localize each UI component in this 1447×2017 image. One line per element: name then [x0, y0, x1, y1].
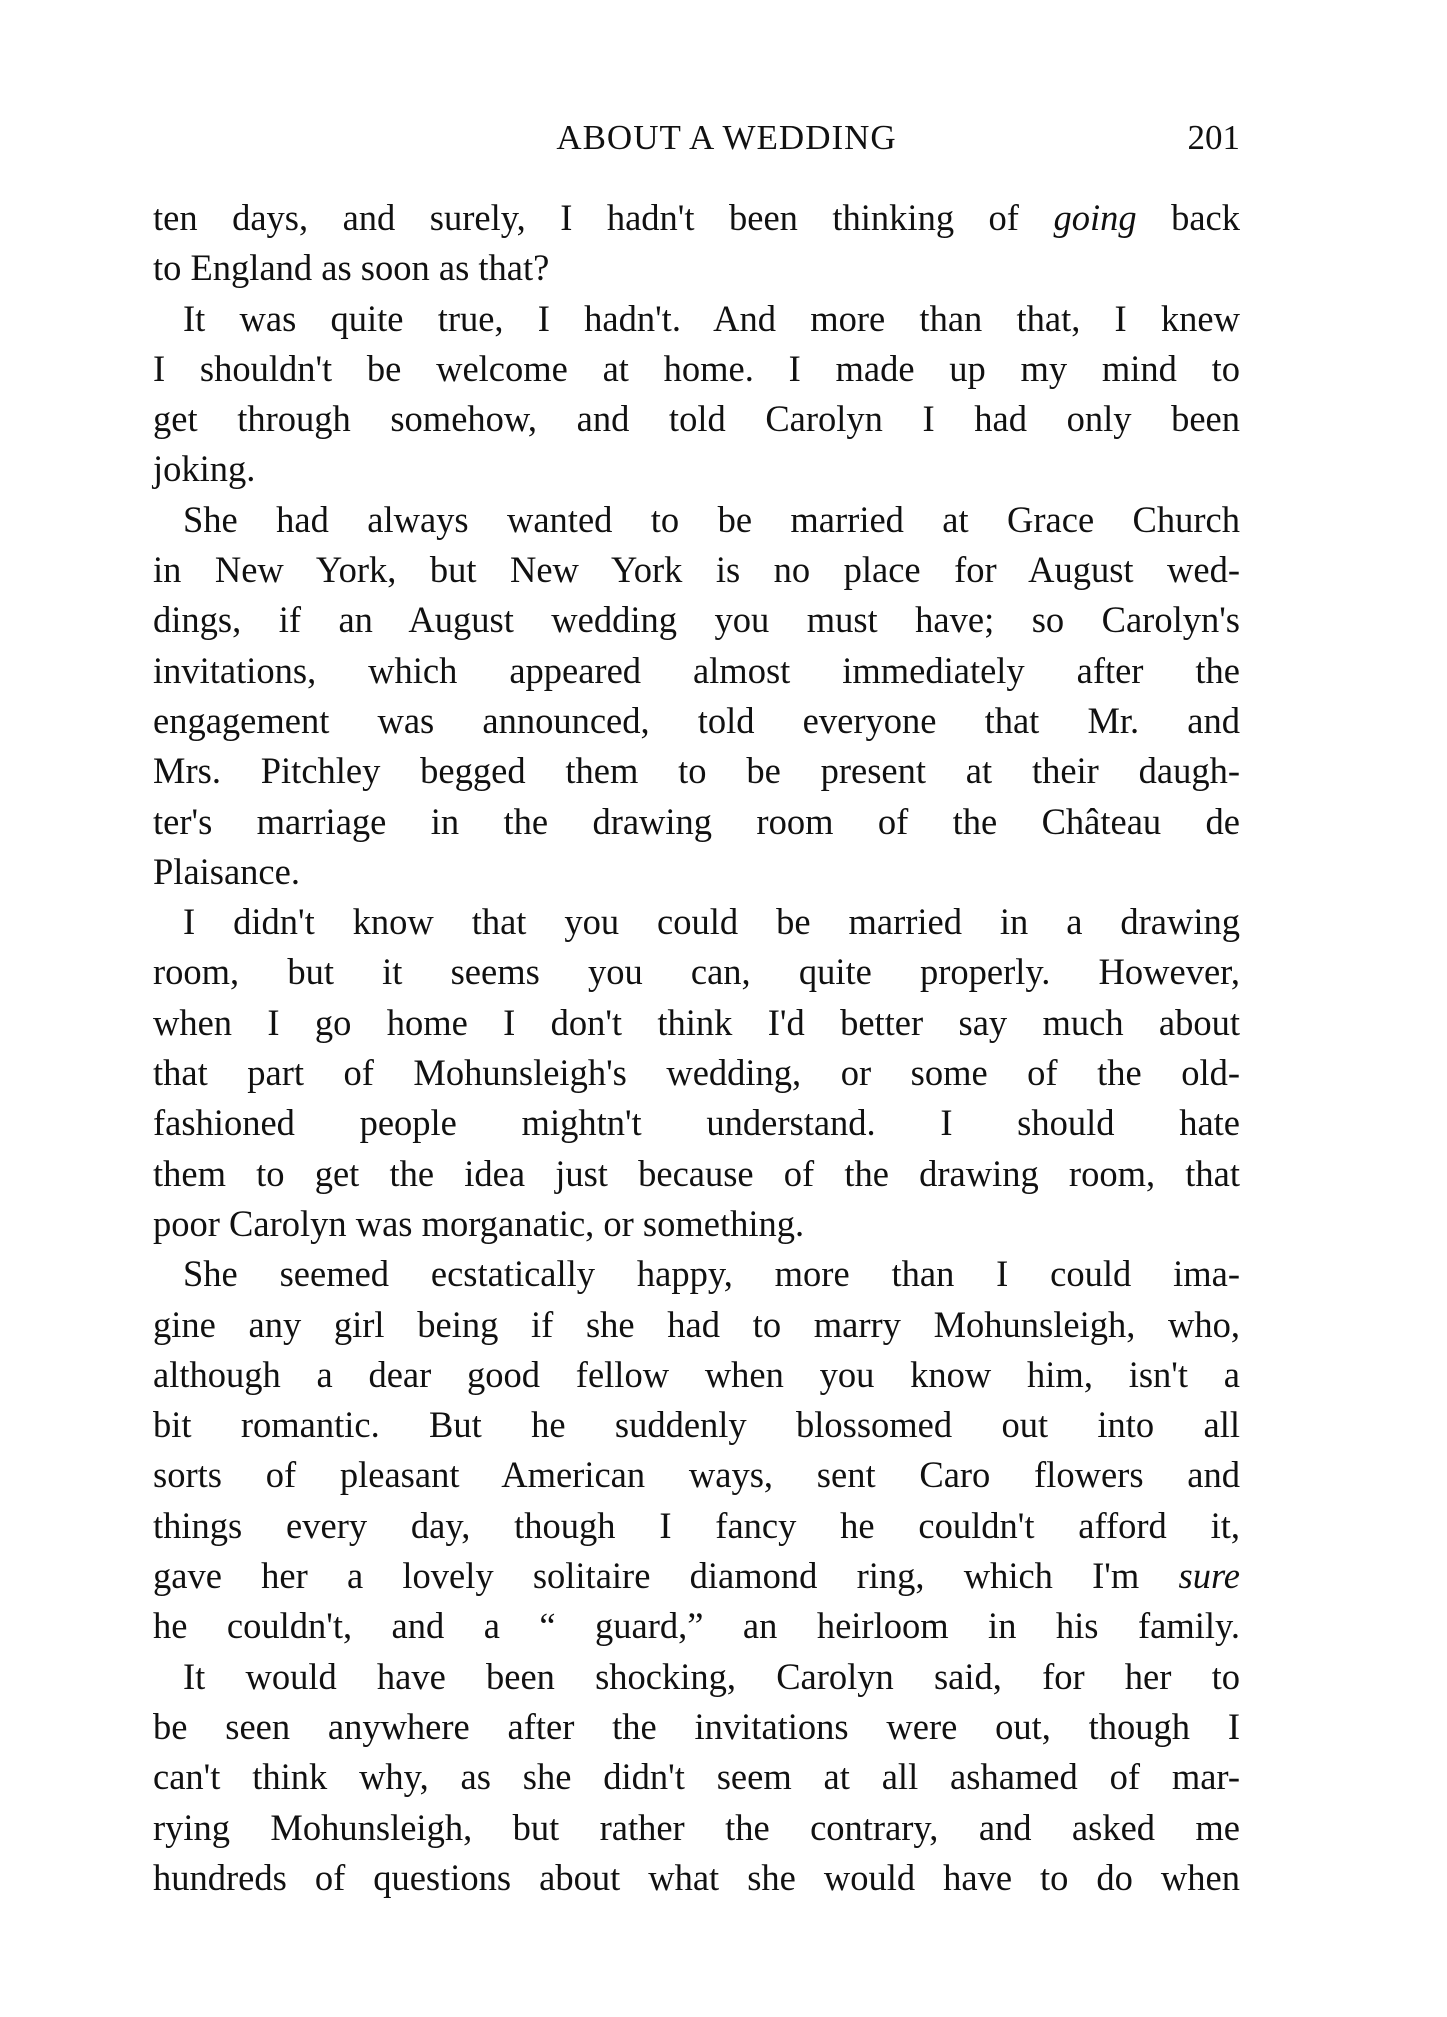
text-line: [153, 1149, 1240, 1199]
text-line: [153, 1400, 1240, 1450]
text-segment: back: [1136, 197, 1240, 238]
text-line: [153, 1300, 1240, 1350]
text-line: [153, 746, 1240, 796]
text-line: [153, 998, 1240, 1048]
text-segment: sorts of pleasant American ways, sent Caro flowers and: [153, 1454, 1240, 1496]
text-segment: engagement was announced, told everyone that Mr. and: [153, 699, 1240, 741]
text-line: [153, 1048, 1240, 1098]
text-segment: joking.: [153, 448, 256, 490]
text-segment: She had always wanted to be married at Grace Church: [183, 498, 1240, 540]
text-line: [153, 1098, 1240, 1148]
text-line: [153, 1853, 1240, 1903]
text-segment: things every day, though I fancy he couldn't afford it,: [153, 1504, 1240, 1546]
text-segment: can't think why, as she didn't seem at all ashamed of mar-: [153, 1756, 1240, 1798]
text-segment: gine any girl being if she had to marry Mohunsleigh, who,: [153, 1303, 1240, 1345]
page-number: 201: [1187, 118, 1240, 157]
text-line: [153, 243, 1240, 293]
text-line: [153, 545, 1240, 595]
text-line: [153, 394, 1240, 444]
text-segment: poor Carolyn was morganatic, or something.: [153, 1202, 805, 1244]
text-line: [153, 1450, 1240, 1500]
text-line: [153, 646, 1240, 696]
text-line: [153, 1501, 1240, 1551]
italic-text: going: [1053, 197, 1137, 238]
text-line: [153, 294, 1240, 344]
text-segment: room, but it seems you can, quite properly. However,: [153, 951, 1240, 993]
text-segment: dings, if an August wedding you must have; so Carolyn's: [153, 599, 1240, 641]
text-segment: when I go home I don't think I'd better say much about: [153, 1001, 1240, 1043]
text-segment: ten days, and surely, I hadn't been thinking of: [153, 197, 1054, 238]
text-line: [153, 1652, 1240, 1702]
text-segment: ter's marriage in the drawing room of the Château de: [153, 800, 1240, 842]
text-line: [153, 1752, 1240, 1802]
text-segment: She seemed ecstatically happy, more than I could ima-: [183, 1253, 1240, 1295]
text-line: [153, 1199, 1240, 1249]
italic-text: sure: [1178, 1555, 1240, 1597]
text-segment: Mrs. Pitchley begged them to be present at their daugh-: [153, 750, 1240, 792]
text-segment: fashioned people mightn't understand. I should hate: [153, 1102, 1240, 1144]
text-line: [153, 495, 1240, 545]
text-line: [153, 1350, 1240, 1400]
text-segment: It would have been shocking, Carolyn said, for her to: [183, 1655, 1240, 1697]
text-segment: he couldn't, and a “ guard,” an heirloom in his family.: [153, 1605, 1240, 1647]
text-segment: gave her a lovely solitaire diamond ring, which I'm: [153, 1555, 1179, 1597]
text-line: [153, 947, 1240, 997]
text-line: [153, 595, 1240, 645]
text-segment: to England as soon as that?: [153, 247, 550, 289]
text-segment: hundreds of questions about what she would have to do when: [153, 1856, 1240, 1898]
text-line: [153, 193, 1240, 243]
chapter-title: ABOUT A WEDDING: [556, 118, 897, 157]
text-line: [153, 1601, 1240, 1651]
text-segment: be seen anywhere after the invitations were out, though I: [153, 1705, 1240, 1747]
text-line: [153, 1803, 1240, 1853]
text-line: [153, 1702, 1240, 1752]
text-line: [153, 344, 1240, 394]
text-line: [153, 897, 1240, 947]
text-segment: although a dear good fellow when you know him, isn't a: [153, 1353, 1240, 1395]
text-segment: that part of Mohunsleigh's wedding, or some of the old-: [153, 1052, 1240, 1094]
text-line: [153, 696, 1240, 746]
text-line: [153, 797, 1240, 847]
text-segment: It was quite true, I hadn't. And more than that, I knew: [183, 297, 1240, 339]
text-segment: get through somehow, and told Carolyn I had only been: [153, 398, 1240, 440]
text-line: [153, 1249, 1240, 1299]
text-segment: them to get the idea just because of the drawing room, that: [153, 1152, 1240, 1194]
body-text: [153, 193, 1240, 1903]
text-line: [153, 444, 1240, 494]
text-segment: in New York, but New York is no place for August wed-: [153, 549, 1240, 591]
running-head: [153, 118, 1240, 168]
text-line: [153, 847, 1240, 897]
text-segment: bit romantic. But he suddenly blossomed out into all: [153, 1404, 1240, 1446]
text-line: [153, 1551, 1240, 1601]
text-segment: I shouldn't be welcome at home. I made up my mind to: [153, 347, 1240, 389]
text-segment: I didn't know that you could be married in a drawing: [183, 901, 1240, 943]
text-segment: rying Mohunsleigh, but rather the contrary, and asked me: [153, 1806, 1240, 1848]
text-segment: invitations, which appeared almost immediately after the: [153, 649, 1240, 691]
text-segment: Plaisance.: [153, 850, 300, 892]
